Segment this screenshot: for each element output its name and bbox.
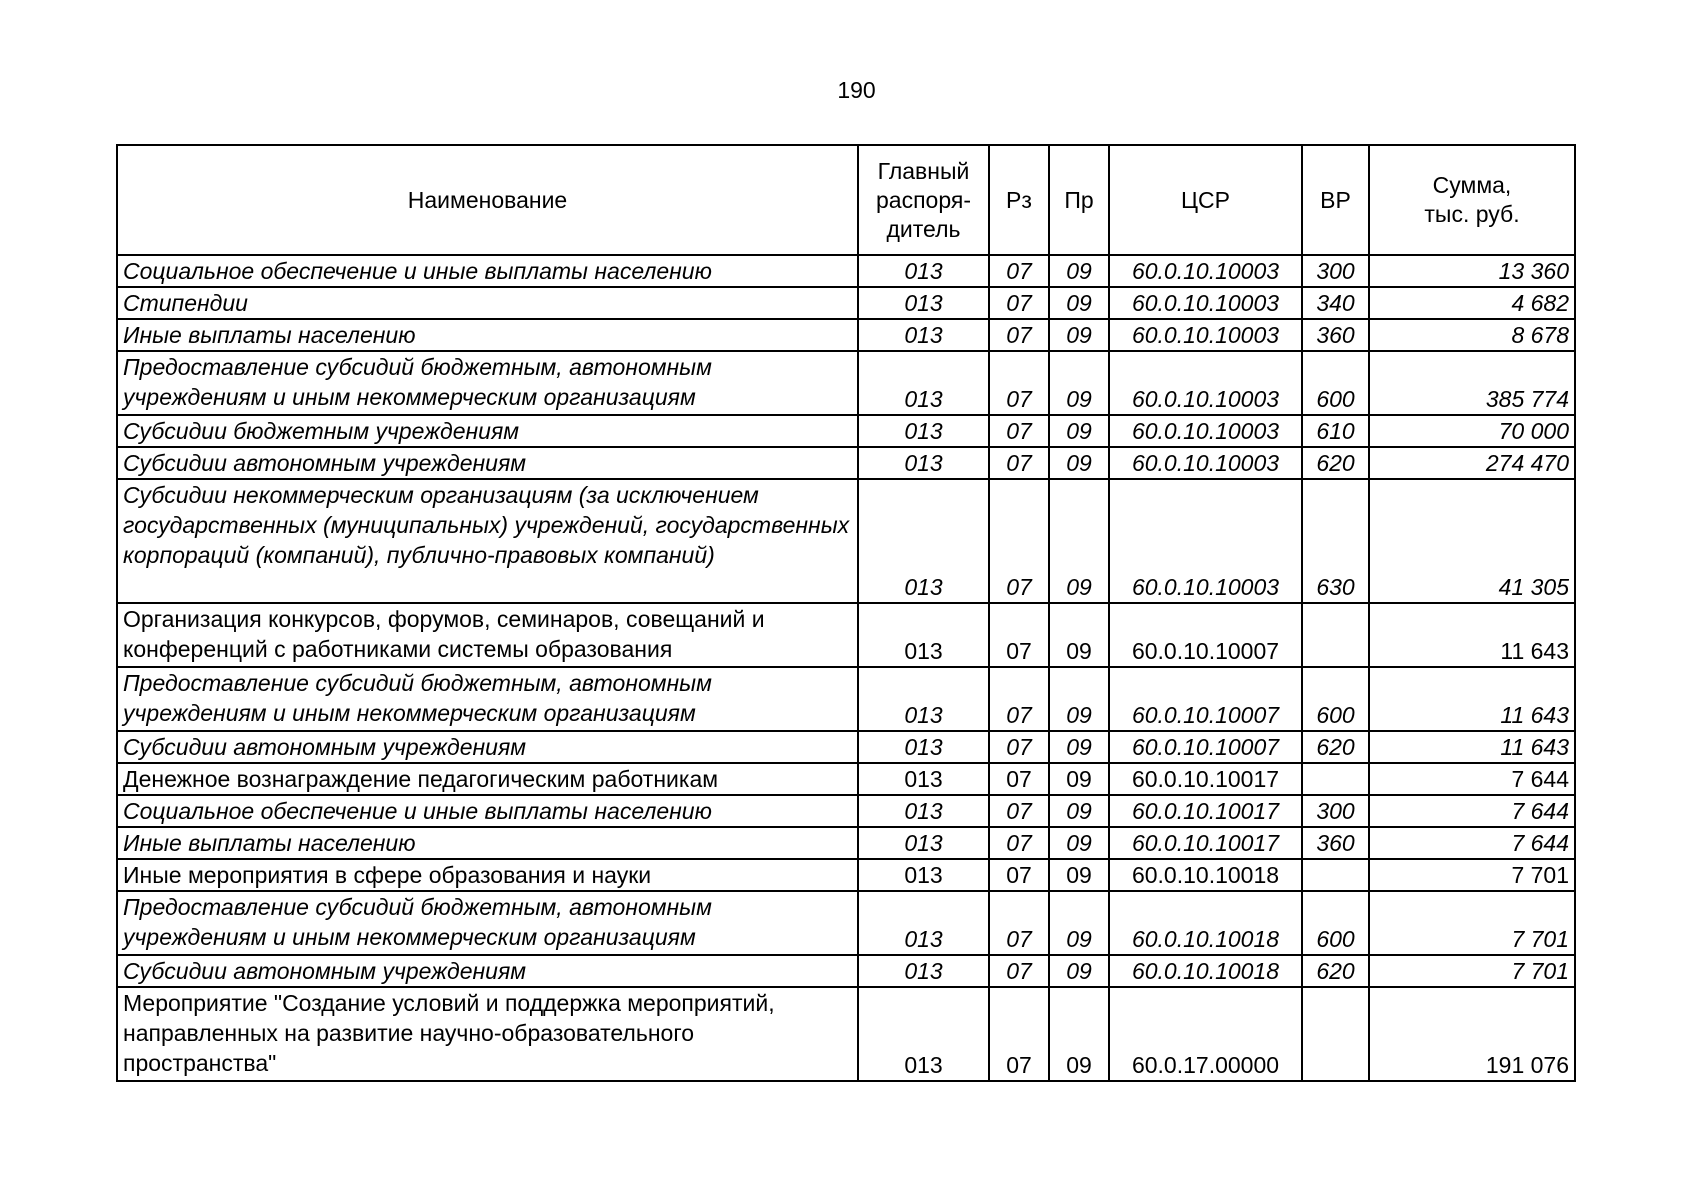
cell-glav: 013 bbox=[858, 859, 989, 891]
cell-name: Предоставление субсидий бюджетным, автономным учреждениям и иным некоммерческим организациям bbox=[117, 351, 858, 415]
cell-name: Иные выплаты населению bbox=[117, 319, 858, 351]
cell-pr: 09 bbox=[1049, 287, 1109, 319]
cell-glav: 013 bbox=[858, 731, 989, 763]
cell-glav: 013 bbox=[858, 447, 989, 479]
table-row bbox=[117, 479, 1575, 603]
cell-sum: 191 076 bbox=[1369, 987, 1575, 1081]
table-row bbox=[117, 795, 1575, 827]
cell-vr: 600 bbox=[1302, 351, 1369, 415]
cell-csr: 60.0.17.00000 bbox=[1109, 987, 1302, 1081]
cell-sum: 7 701 bbox=[1369, 859, 1575, 891]
cell-csr: 60.0.10.10017 bbox=[1109, 795, 1302, 827]
cell-csr: 60.0.10.10003 bbox=[1109, 351, 1302, 415]
cell-csr: 60.0.10.10007 bbox=[1109, 603, 1302, 667]
cell-vr bbox=[1302, 603, 1369, 667]
table-row bbox=[117, 319, 1575, 351]
cell-pr: 09 bbox=[1049, 479, 1109, 603]
table-row bbox=[117, 731, 1575, 763]
table-row bbox=[117, 415, 1575, 447]
cell-sum: 13 360 bbox=[1369, 255, 1575, 287]
cell-sum: 70 000 bbox=[1369, 415, 1575, 447]
table-row bbox=[117, 859, 1575, 891]
cell-sum: 7 701 bbox=[1369, 891, 1575, 955]
cell-pr: 09 bbox=[1049, 667, 1109, 731]
cell-sum: 11 643 bbox=[1369, 603, 1575, 667]
cell-name: Иные мероприятия в сфере образования и науки bbox=[117, 859, 858, 891]
cell-csr: 60.0.10.10018 bbox=[1109, 859, 1302, 891]
cell-glav: 013 bbox=[858, 255, 989, 287]
table-row bbox=[117, 891, 1575, 955]
header-csr: ЦСР bbox=[1109, 145, 1302, 255]
table-row bbox=[117, 603, 1575, 667]
cell-rz: 07 bbox=[989, 795, 1049, 827]
cell-sum: 41 305 bbox=[1369, 479, 1575, 603]
cell-glav: 013 bbox=[858, 603, 989, 667]
cell-pr: 09 bbox=[1049, 415, 1109, 447]
cell-csr: 60.0.10.10003 bbox=[1109, 447, 1302, 479]
cell-rz: 07 bbox=[989, 351, 1049, 415]
cell-csr: 60.0.10.10003 bbox=[1109, 415, 1302, 447]
cell-vr: 610 bbox=[1302, 415, 1369, 447]
cell-sum: 7 701 bbox=[1369, 955, 1575, 987]
cell-glav: 013 bbox=[858, 891, 989, 955]
cell-sum: 11 643 bbox=[1369, 667, 1575, 731]
cell-rz: 07 bbox=[989, 287, 1049, 319]
cell-vr: 340 bbox=[1302, 287, 1369, 319]
cell-rz: 07 bbox=[989, 667, 1049, 731]
cell-vr: 620 bbox=[1302, 731, 1369, 763]
cell-name: Предоставление субсидий бюджетным, автономным учреждениям и иным некоммерческим организациям bbox=[117, 667, 858, 731]
table-row bbox=[117, 987, 1575, 1081]
cell-pr: 09 bbox=[1049, 891, 1109, 955]
cell-sum: 7 644 bbox=[1369, 795, 1575, 827]
cell-pr: 09 bbox=[1049, 731, 1109, 763]
table-row bbox=[117, 351, 1575, 415]
cell-csr: 60.0.10.10017 bbox=[1109, 827, 1302, 859]
cell-vr bbox=[1302, 763, 1369, 795]
cell-rz: 07 bbox=[989, 987, 1049, 1081]
table-row bbox=[117, 447, 1575, 479]
cell-glav: 013 bbox=[858, 955, 989, 987]
cell-rz: 07 bbox=[989, 859, 1049, 891]
cell-pr: 09 bbox=[1049, 955, 1109, 987]
cell-csr: 60.0.10.10003 bbox=[1109, 479, 1302, 603]
cell-name: Субсидии автономным учреждениям bbox=[117, 955, 858, 987]
header-sum-line: тыс. руб. bbox=[1424, 201, 1520, 227]
cell-name: Организация конкурсов, форумов, семинаров, совещаний и конференций с работниками системы образования bbox=[117, 603, 858, 667]
budget-table bbox=[116, 144, 1576, 1082]
header-manager bbox=[858, 145, 989, 255]
cell-pr: 09 bbox=[1049, 827, 1109, 859]
cell-vr: 360 bbox=[1302, 827, 1369, 859]
cell-glav: 013 bbox=[858, 351, 989, 415]
cell-vr: 360 bbox=[1302, 319, 1369, 351]
header-sum bbox=[1369, 145, 1575, 255]
cell-sum: 11 643 bbox=[1369, 731, 1575, 763]
cell-name: Субсидии автономным учреждениям bbox=[117, 447, 858, 479]
header-manager-line: дитель bbox=[886, 215, 961, 242]
cell-glav: 013 bbox=[858, 827, 989, 859]
header-pr: Пр bbox=[1049, 145, 1109, 255]
table-row bbox=[117, 763, 1575, 795]
cell-csr: 60.0.10.10007 bbox=[1109, 731, 1302, 763]
cell-pr: 09 bbox=[1049, 447, 1109, 479]
cell-vr bbox=[1302, 859, 1369, 891]
cell-vr: 600 bbox=[1302, 667, 1369, 731]
cell-sum: 7 644 bbox=[1369, 827, 1575, 859]
cell-pr: 09 bbox=[1049, 319, 1109, 351]
cell-rz: 07 bbox=[989, 479, 1049, 603]
cell-sum: 274 470 bbox=[1369, 447, 1575, 479]
cell-name: Субсидии некоммерческим организациям (за исключением государственных (муниципальных) учреждений, государственных корпораций (компаний), публично-правовых компаний) bbox=[117, 479, 858, 603]
cell-name: Стипендии bbox=[117, 287, 858, 319]
header-vr: ВР bbox=[1302, 145, 1369, 255]
cell-vr: 600 bbox=[1302, 891, 1369, 955]
cell-vr: 300 bbox=[1302, 255, 1369, 287]
cell-csr: 60.0.10.10018 bbox=[1109, 955, 1302, 987]
header-rz: Рз bbox=[989, 145, 1049, 255]
cell-csr: 60.0.10.10007 bbox=[1109, 667, 1302, 731]
cell-rz: 07 bbox=[989, 447, 1049, 479]
cell-name: Мероприятие "Создание условий и поддержка мероприятий, направленных на развитие научно-образовательного пространства" bbox=[117, 987, 858, 1081]
cell-csr: 60.0.10.10003 bbox=[1109, 287, 1302, 319]
cell-glav: 013 bbox=[858, 319, 989, 351]
table-row bbox=[117, 287, 1575, 319]
cell-pr: 09 bbox=[1049, 351, 1109, 415]
cell-name: Предоставление субсидий бюджетным, автономным учреждениям и иным некоммерческим организациям bbox=[117, 891, 858, 955]
cell-rz: 07 bbox=[989, 255, 1049, 287]
cell-vr: 620 bbox=[1302, 447, 1369, 479]
cell-csr: 60.0.10.10003 bbox=[1109, 255, 1302, 287]
cell-rz: 07 bbox=[989, 319, 1049, 351]
cell-vr: 620 bbox=[1302, 955, 1369, 987]
cell-glav: 013 bbox=[858, 667, 989, 731]
table-row bbox=[117, 255, 1575, 287]
cell-pr: 09 bbox=[1049, 987, 1109, 1081]
cell-pr: 09 bbox=[1049, 255, 1109, 287]
cell-rz: 07 bbox=[989, 415, 1049, 447]
cell-glav: 013 bbox=[858, 763, 989, 795]
cell-sum: 4 682 bbox=[1369, 287, 1575, 319]
cell-rz: 07 bbox=[989, 603, 1049, 667]
cell-rz: 07 bbox=[989, 763, 1049, 795]
cell-glav: 013 bbox=[858, 287, 989, 319]
cell-csr: 60.0.10.10018 bbox=[1109, 891, 1302, 955]
cell-pr: 09 bbox=[1049, 859, 1109, 891]
header-name: Наименование bbox=[117, 145, 858, 255]
table-header-row bbox=[117, 145, 1575, 255]
table-row bbox=[117, 827, 1575, 859]
cell-sum: 8 678 bbox=[1369, 319, 1575, 351]
cell-sum: 385 774 bbox=[1369, 351, 1575, 415]
cell-pr: 09 bbox=[1049, 795, 1109, 827]
cell-glav: 013 bbox=[858, 479, 989, 603]
cell-name: Иные выплаты населению bbox=[117, 827, 858, 859]
cell-sum: 7 644 bbox=[1369, 763, 1575, 795]
cell-rz: 07 bbox=[989, 955, 1049, 987]
cell-rz: 07 bbox=[989, 731, 1049, 763]
cell-name: Денежное вознаграждение педагогическим работникам bbox=[117, 763, 858, 795]
cell-rz: 07 bbox=[989, 827, 1049, 859]
cell-glav: 013 bbox=[858, 415, 989, 447]
header-manager-line: Главный bbox=[877, 157, 970, 184]
cell-glav: 013 bbox=[858, 987, 989, 1081]
cell-pr: 09 bbox=[1049, 763, 1109, 795]
page-number: 190 bbox=[837, 77, 876, 103]
header-sum-line: Сумма, bbox=[1432, 172, 1512, 198]
cell-name: Социальное обеспечение и иные выплаты населению bbox=[117, 255, 858, 287]
cell-vr: 300 bbox=[1302, 795, 1369, 827]
table-row bbox=[117, 955, 1575, 987]
table-row bbox=[117, 667, 1575, 731]
cell-csr: 60.0.10.10017 bbox=[1109, 763, 1302, 795]
header-manager-line: распоря- bbox=[876, 186, 971, 213]
cell-vr: 630 bbox=[1302, 479, 1369, 603]
cell-rz: 07 bbox=[989, 891, 1049, 955]
cell-name: Субсидии автономным учреждениям bbox=[117, 731, 858, 763]
cell-name: Субсидии бюджетным учреждениям bbox=[117, 415, 858, 447]
cell-vr bbox=[1302, 987, 1369, 1081]
cell-csr: 60.0.10.10003 bbox=[1109, 319, 1302, 351]
cell-glav: 013 bbox=[858, 795, 989, 827]
cell-pr: 09 bbox=[1049, 603, 1109, 667]
cell-name: Социальное обеспечение и иные выплаты населению bbox=[117, 795, 858, 827]
